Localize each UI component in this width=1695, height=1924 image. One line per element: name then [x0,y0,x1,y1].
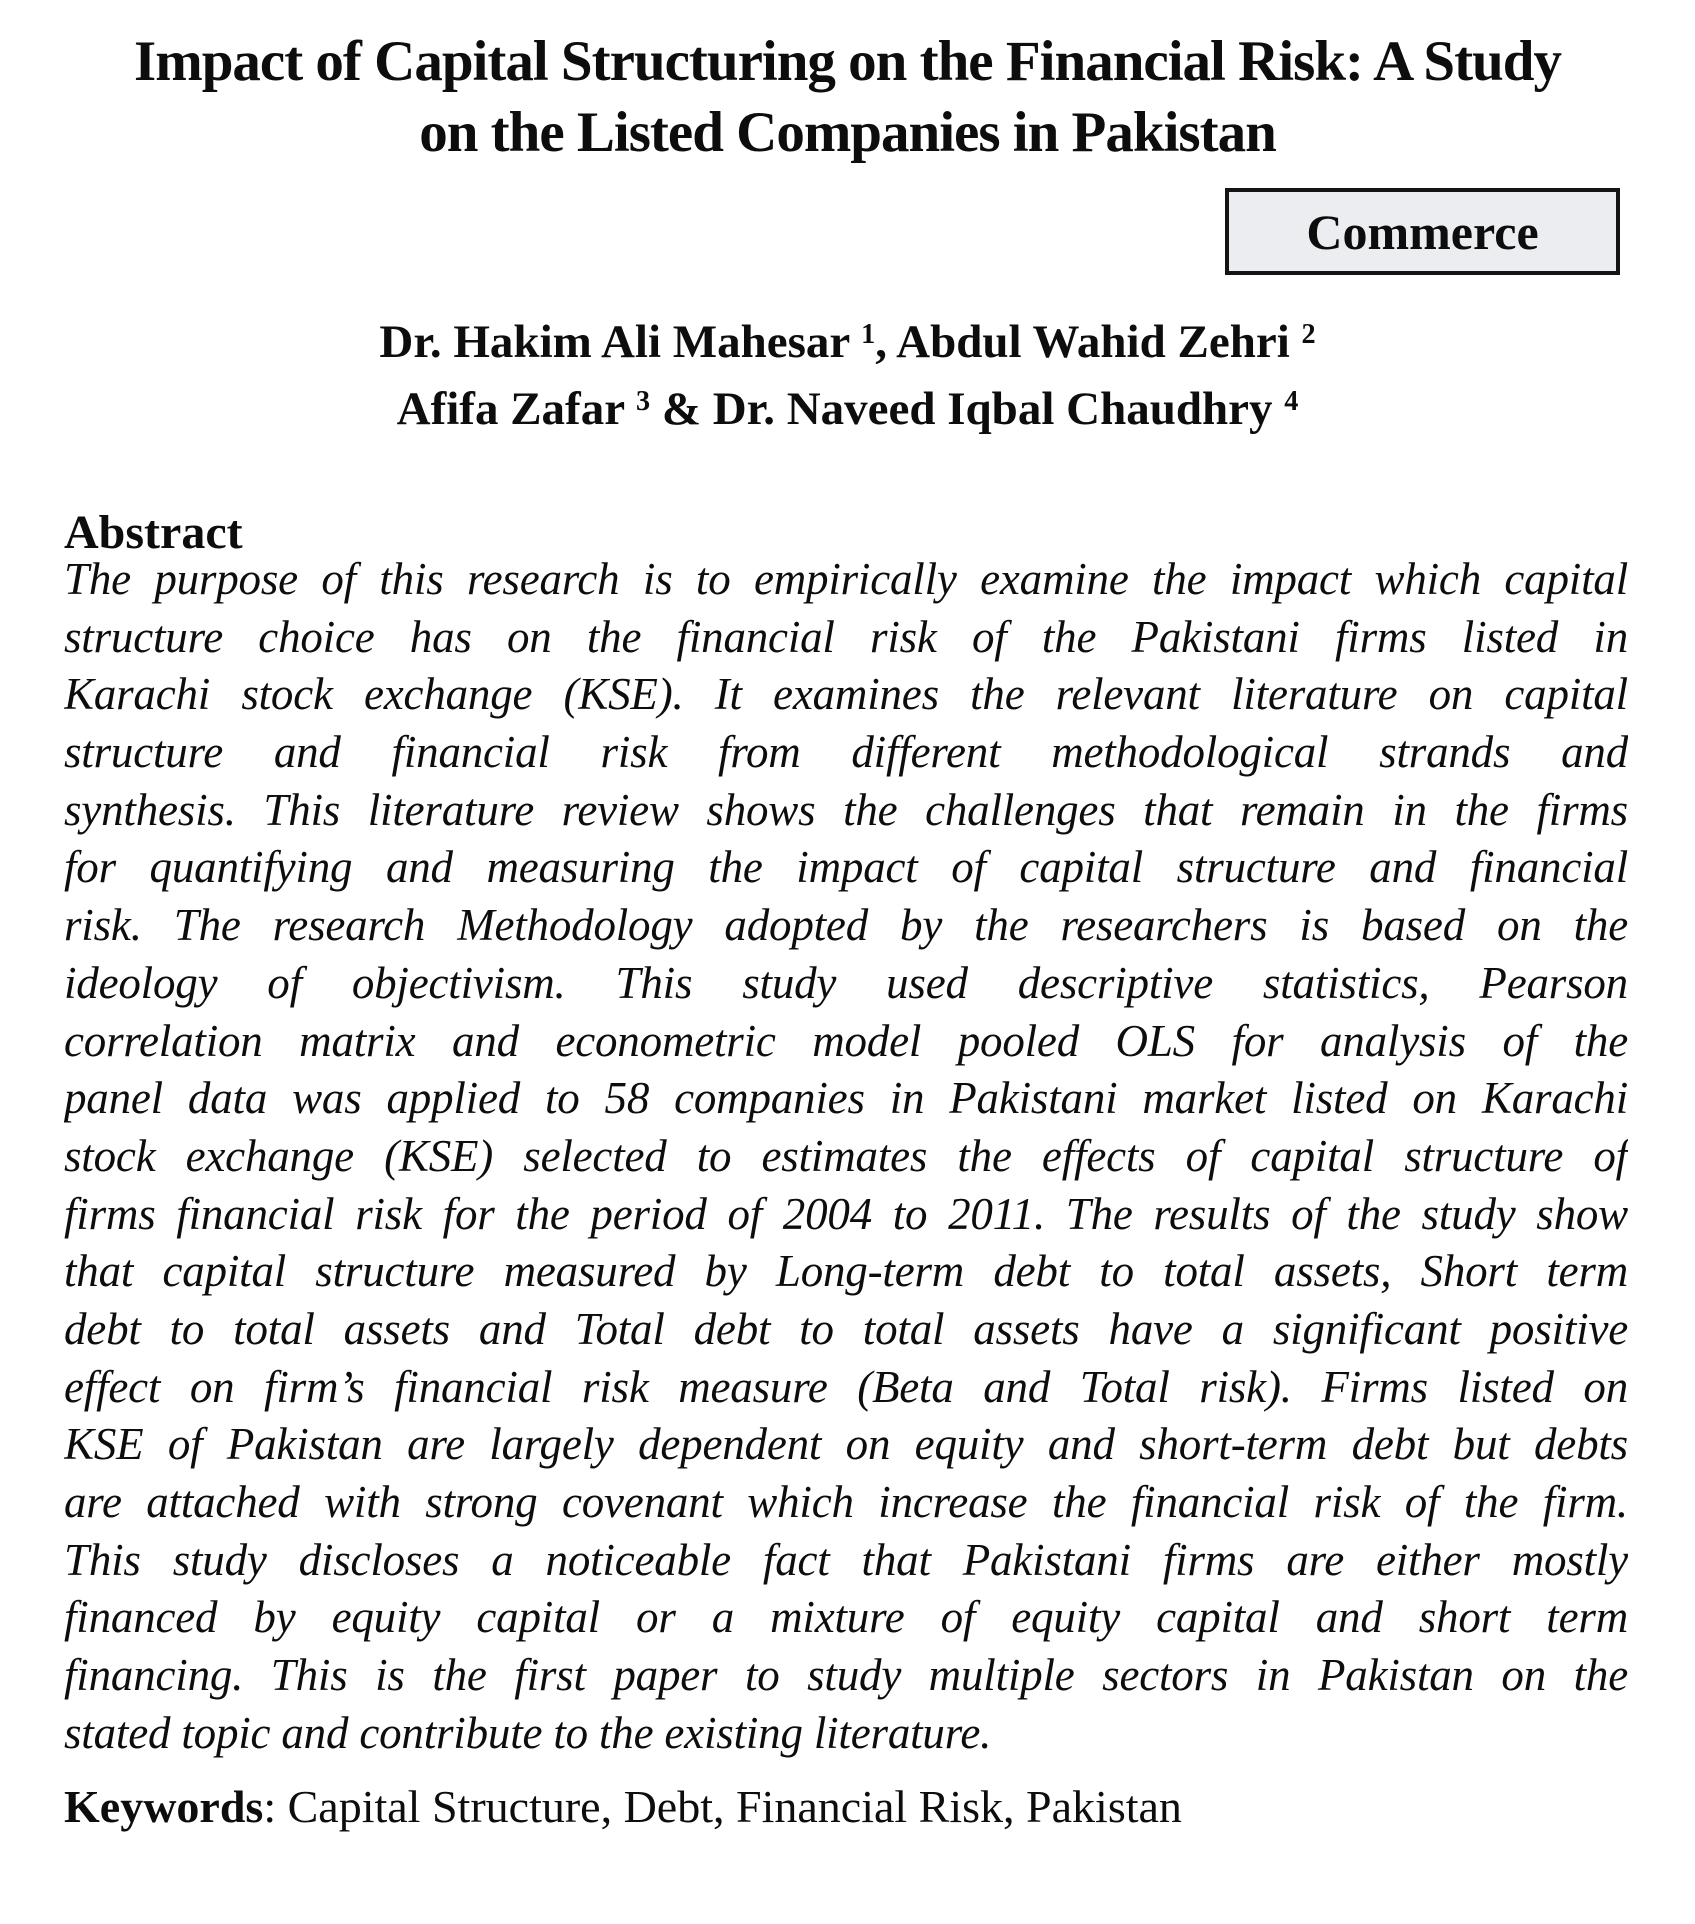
abstract-line: structure and financial risk from different methodological strands and [64,727,1628,778]
keywords-label: Keywords [64,1781,264,1832]
abstract-line: panel data was applied to 58 companies in Pakistani market listed on Karachi [64,1073,1628,1124]
paper-title-line2: on the Listed Companies in Pakistan [419,101,1276,164]
paper-title [0,26,1695,168]
abstract-body [64,551,1628,1762]
abstract-line: financed by equity capital or a mixture of equity capital and short term [64,1592,1628,1643]
author-superscript: 3 [635,385,651,417]
abstract-line: Karachi stock exchange (KSE). It examines the relevant literature on capital [64,669,1628,720]
abstract-line: stock exchange (KSE) selected to estimates the effects of capital structure of [64,1130,1628,1181]
keywords-line [64,1778,1182,1836]
category-badge-label: Commerce [1306,203,1539,260]
abstract-line: ideology of objectivism. This study used descriptive statistics, Pearson [64,957,1628,1008]
author-superscript: 2 [1301,318,1316,350]
abstract-line: risk. The research Methodology adopted by the researchers is based on the [64,900,1628,951]
abstract-line: correlation matrix and econometric model pooled OLS for analysis of the [64,1015,1628,1066]
keywords-text: : Capital Structure, Debt, Financial Risk, Pakistan [263,1781,1182,1832]
author-line: Afifa Zafar $^3$ & Dr. Naveed Iqbal Chaudhry $^4$ [396,383,1299,435]
abstract-line: for quantifying and measuring the impact of capital structure and financial [64,842,1628,893]
abstract-line: are attached with strong covenant which increase the financial risk of the firm. [64,1477,1628,1527]
abstract-line: debt to total assets and Total debt to total assets have a significant positive [64,1303,1628,1354]
abstract-line: structure choice has on the financial risk of the Pakistani firms listed in [64,611,1628,662]
author-superscript: 4 [1284,385,1299,417]
abstract-line: synthesis. This literature review shows the challenges that remain in the firms [64,784,1628,835]
authors-block [0,312,1695,446]
author-line: Dr. Hakim Ali Mahesar $^1$, Abdul Wahid Zehri $^2$ [379,316,1316,368]
author-superscript: 1 [861,318,876,350]
abstract-line: effect on firm’s financial risk measure (Beta and Total risk). Firms listed on [64,1361,1628,1412]
abstract-line: KSE of Pakistan are largely dependent on equity and short-term debt but debts [64,1419,1628,1470]
abstract-line: The purpose of this research is to empirically examine the impact which capital [64,554,1628,604]
abstract-line: This study discloses a noticeable fact that Pakistani firms are either mostly [64,1534,1628,1585]
abstract-heading: Abstract [64,506,243,559]
abstract-line: that capital structure measured by Long-term debt to total assets, Short term [64,1246,1628,1297]
abstract-line: financing. This is the first paper to study multiple sectors in Pakistan on the [64,1650,1628,1701]
abstract-line: stated topic and contribute to the existing literature. [64,1707,992,1758]
paper-title-line1: Impact of Capital Structuring on the Financial Risk: A Study [134,30,1561,93]
abstract-line: firms financial risk for the period of 2004 to 2011. The results of the study show [64,1188,1628,1239]
category-badge [1225,188,1620,275]
